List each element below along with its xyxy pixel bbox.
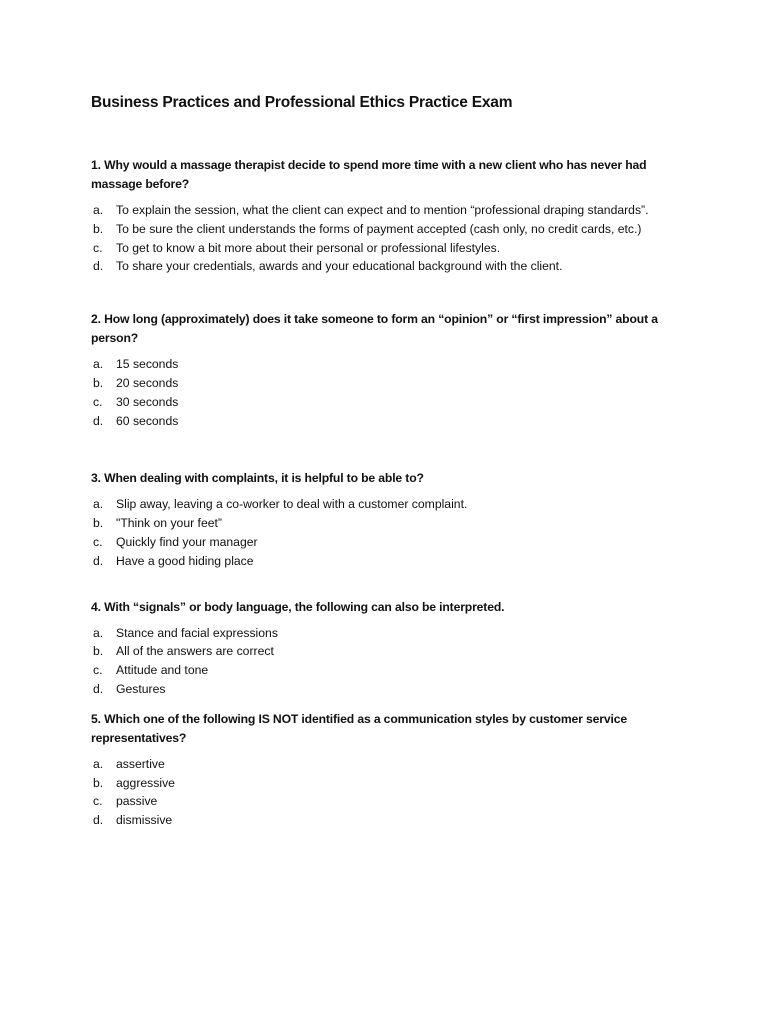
answer-option-b <box>91 220 678 239</box>
answer-option-b <box>91 642 678 661</box>
answer-option-c <box>91 239 678 258</box>
option-letter: a. <box>93 203 104 217</box>
question-text: 5. Which one of the following IS NOT identified as a communication styles by customer service representatives? <box>91 711 627 745</box>
answer-option-c <box>91 661 678 680</box>
option-letter: c. <box>93 794 103 809</box>
option-letter: d. <box>93 259 104 274</box>
option-letter: d. <box>93 413 104 428</box>
answer-option-a <box>91 495 678 514</box>
option-text: dismissive <box>116 813 173 828</box>
answer-option-a <box>91 201 678 220</box>
answer-option-b <box>91 514 678 533</box>
answer-option-d <box>91 680 678 699</box>
option-text: 15 seconds <box>116 357 179 372</box>
option-text: To share your credentials, awards and your educational background with the client. <box>116 259 563 274</box>
answer-options <box>91 355 678 430</box>
answer-option-d <box>91 412 678 431</box>
answer-option-b <box>91 774 678 793</box>
answer-options <box>91 495 678 570</box>
question-text: 2. How long (approximately) does it take someone to form an “opinion” or “first impression” about a person? <box>91 312 658 346</box>
page-title: Business Practices and Professional Ethics Practice Exam <box>91 94 513 111</box>
option-letter: b. <box>93 775 104 790</box>
option-letter: b. <box>93 644 104 659</box>
question-text: 3. When dealing with complaints, it is helpful to be able to? <box>91 471 424 486</box>
option-letter: c. <box>93 663 103 678</box>
answer-option-c <box>91 533 678 552</box>
answer-options <box>91 201 678 276</box>
answer-option-a <box>91 624 678 643</box>
option-text: Quickly find your manager <box>116 534 258 549</box>
question-text: 4. With “signals” or body language, the following can also be interpreted. <box>91 599 505 614</box>
option-text: Gestures <box>116 681 166 696</box>
answer-options <box>91 624 678 699</box>
option-letter: b. <box>93 221 104 236</box>
option-text: passive <box>116 794 158 809</box>
option-text: Have a good hiding place <box>116 553 254 568</box>
option-text: 60 seconds <box>116 413 179 428</box>
option-letter: d. <box>93 813 104 828</box>
question-1 <box>91 156 678 276</box>
question-2 <box>91 310 678 430</box>
option-letter: b. <box>93 375 104 390</box>
answer-option-d <box>91 257 678 276</box>
option-letter: a. <box>93 756 104 771</box>
answer-option-d <box>91 552 678 571</box>
option-letter: a. <box>93 357 104 372</box>
answer-option-a <box>91 355 678 374</box>
option-letter: d. <box>93 681 104 696</box>
option-text: To get to know a bit more about their personal or professional lifestyles. <box>116 240 501 255</box>
option-text: Slip away, leaving a co-worker to deal with a customer complaint. <box>116 497 468 512</box>
answer-option-b <box>91 374 678 393</box>
option-text: "Think on your feet” <box>116 516 222 531</box>
question-4 <box>91 598 678 699</box>
option-text: assertive <box>116 756 165 771</box>
option-text: 30 seconds <box>116 394 179 409</box>
option-text: Stance and facial expressions <box>116 625 278 640</box>
option-letter: d. <box>93 553 104 568</box>
question-text: 1. Why would a massage therapist decide to spend more time with a new client who has never had massage before? <box>91 158 647 191</box>
option-letter: a. <box>93 625 104 640</box>
option-text: To explain the session, what the client can expect and to mention “professional draping standards”. <box>116 203 649 217</box>
option-text: 20 seconds <box>116 375 179 390</box>
option-letter: a. <box>93 497 104 512</box>
option-text: To be sure the client understands the forms of payment accepted (cash only, no credit cards, etc.) <box>116 221 642 236</box>
question-3 <box>91 469 678 570</box>
option-letter: c. <box>93 534 103 549</box>
question-5 <box>91 710 678 830</box>
option-letter: c. <box>93 394 103 409</box>
option-text: All of the answers are correct <box>116 644 274 659</box>
answer-option-d <box>91 811 678 830</box>
option-text: Attitude and tone <box>116 663 209 678</box>
answer-options <box>91 755 678 830</box>
option-text: aggressive <box>116 775 175 790</box>
answer-option-c <box>91 393 678 412</box>
answer-option-a <box>91 755 678 774</box>
option-letter: c. <box>93 240 103 255</box>
option-letter: b. <box>93 516 104 531</box>
answer-option-c <box>91 792 678 811</box>
